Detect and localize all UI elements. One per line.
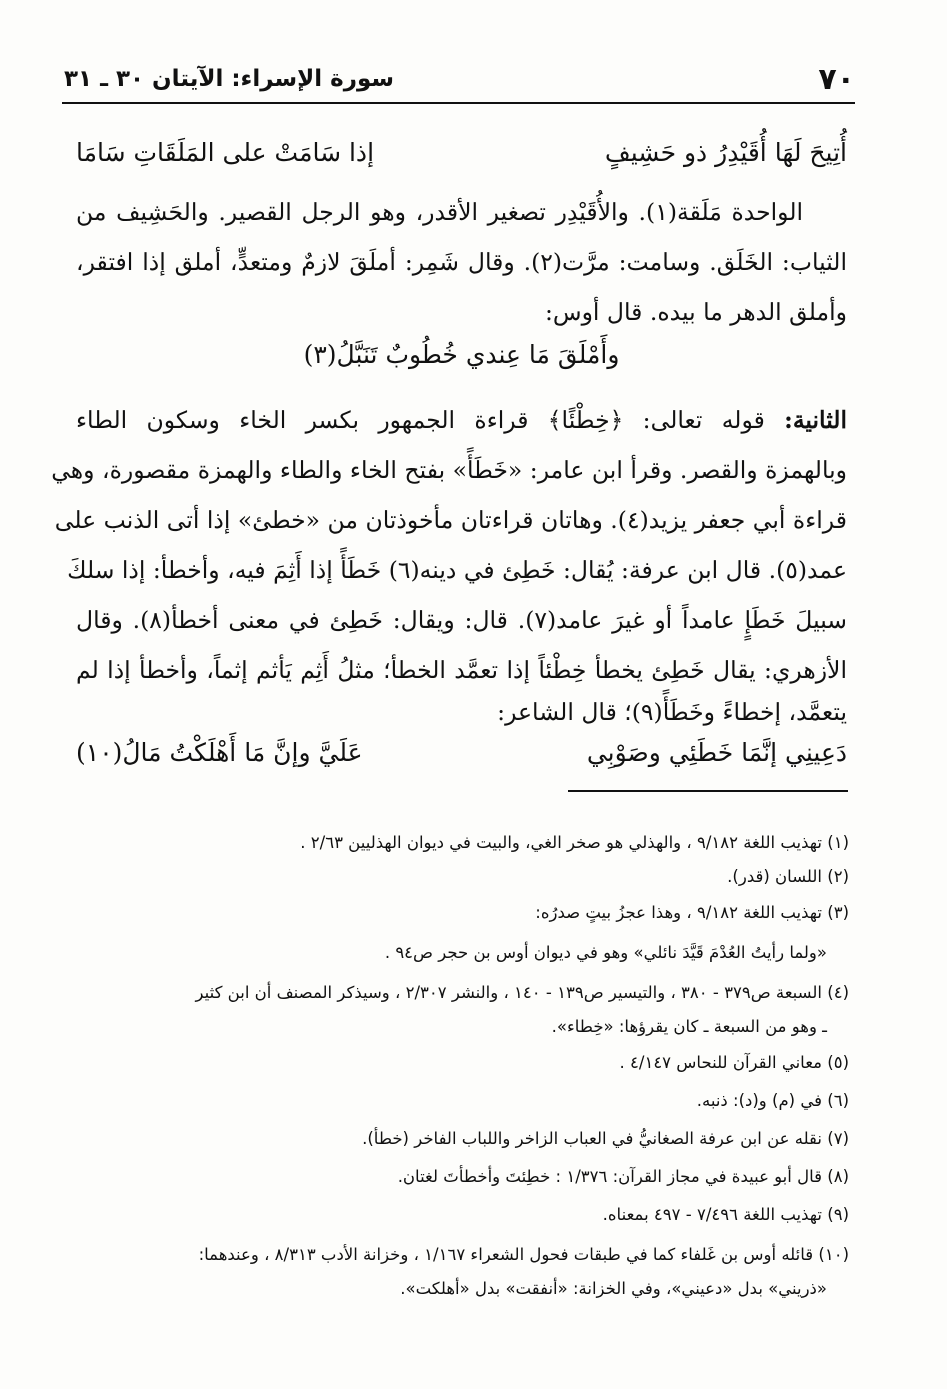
verse-3-second-hemistich: عَلَيَّ وإنَّ مَا أَهْلَكْتُ مَالُ(١٠) <box>76 738 363 767</box>
paragraph-text: قوله تعالى: ﴿خِطْئًا﴾ قراءة الجمهور بكسر الخاء وسكون الطاء <box>76 406 765 434</box>
footnote-rule <box>568 790 848 792</box>
footnote-continuation: «ولما رأيتُ العُدْمَ قَيَّدَ نائلي» وهو في ديوان أوس بن حجر ص٩٤ . <box>384 943 827 962</box>
paragraph-line: الواحدة مَلَقة(١). والأُقَيْدِر تصغير الأقدر، وهو الرجل القصير. والحَشِيف من <box>76 198 804 226</box>
verse-1-second-hemistich: إذا سَامَتْ على المَلَقَاتِ سَامَا <box>76 138 375 167</box>
footnote: (٦) في (م) و(د): ذنبه. <box>696 1091 849 1110</box>
verse-line-3 <box>76 738 847 782</box>
page-header <box>64 62 855 102</box>
footnote: (٤) السبعة ص٣٧٩ - ٣٨٠ ، والتيسير ص١٣٩ - ١٤٠ ، والنشر ٢/٣٠٧ ، وسيذكر المصنف أن ابن كثير <box>195 983 849 1002</box>
paragraph-line: يتعمَّد، إخطاءً وخَطَأً(٩)؛ قال الشاعر: <box>497 698 847 726</box>
paragraph-line: الأزهري: يقال خَطِئ يخطأ خِطْئاً إذا تعمَّد الخطأ؛ مثلُ أَثِم يَأثم إثماً، وأخطأ إذا لم <box>76 656 847 684</box>
verse-2-text: وأَمْلَقَ مَا عِندي خُطُوبٌ تَنَبَّلُ(٣) <box>303 340 620 369</box>
running-title: سورة الإسراء: الآيتان ٣٠ ـ ٣١ <box>64 66 395 92</box>
verse-line-1 <box>76 138 847 182</box>
footnote: (٥) معاني القرآن للنحاس ٤/١٤٧ . <box>619 1053 849 1072</box>
paragraph-line: الثياب: الخَلَق. وسامت: مرَّت(٢). وقال شَمِر: أملَقَ لازمٌ ومتعدٍّ، أملق إذا افتقر، <box>76 248 847 276</box>
paragraph-line: سبيلَ خَطَإٍ عامداً أو غيرَ عامد(٧). قال: ويقال: خَطِئ في معنى أخطأ(٨). وقال <box>76 606 847 634</box>
paragraph-line: عمد(٥). قال ابن عرفة: يُقال: خَطِئ في دينه(٦) خَطَأً إذا أَثِمَ فيه، وأخطأ: إذا سلكَ <box>67 556 847 584</box>
verse-3-first-hemistich: دَعِينِي إنَّمَا خَطَئِي وصَوْبِي <box>586 738 847 767</box>
footnote: (٧) نقله عن ابن عرفة الصغانيُّ في العباب الزاخر واللباب الفاخر (خطأ). <box>362 1129 849 1148</box>
verse-line-2 <box>76 340 847 384</box>
footnote-continuation: «ذريني» بدل «دعيني»، وفي الخزانة: «أنفقت» بدل «أهلكت». <box>400 1279 827 1298</box>
footnote: (٨) قال أبو عبيدة في مجاز القرآن: ١/٣٧٦ : خطِئتَ وأخطأتَ لغتان. <box>397 1167 849 1186</box>
header-rule <box>62 102 855 104</box>
footnote: (٩) تهذيب اللغة ٧/٤٩٦ - ٤٩٧ بمعناه. <box>602 1205 849 1224</box>
section-lead: الثانية: <box>784 406 847 434</box>
verse-1-first-hemistich: أُتِيحَ لَهَا أُقَيْدِرُ ذو حَشِيفٍ <box>604 138 847 167</box>
footnote: (١٠) قائله أوس بن غَلفاء كما في طبقات فحول الشعراء ١/١٦٧ ، وخزانة الأدب ٨/٣١٣ ، وعندهما: <box>198 1245 849 1264</box>
paragraph-line-lead <box>76 398 847 442</box>
footnote-continuation: ـ وهو من السبعة ـ كان يقرؤها: «خِطاء». <box>551 1017 827 1036</box>
footnote: (٣) تهذيب اللغة ٩/١٨٢ ، وهذا عجزُ بيتٍ صدرُه: <box>535 903 849 922</box>
footnote: (٢) اللسان (قدر). <box>727 867 849 886</box>
paragraph-line: وبالهمزة والقصر. وقرأ ابن عامر: «خَطَأً» بفتح الخاء والطاء والهمزة مقصورة، وهي <box>51 456 847 484</box>
page-number: ٧٠ <box>818 62 855 97</box>
paragraph-line: قراءة أبي جعفر يزيد(٤). وهاتان قراءتان مأخوذتان من «خطئ» إذا أتى الذنب على <box>54 506 847 534</box>
footnote: (١) تهذيب اللغة ٩/١٨٢ ، والهذلي هو صخر الغي، والبيت في ديوان الهذليين ٢/٦٣ . <box>300 833 849 852</box>
paragraph-line: وأملق الدهر ما بيده. قال أوس: <box>544 298 847 326</box>
